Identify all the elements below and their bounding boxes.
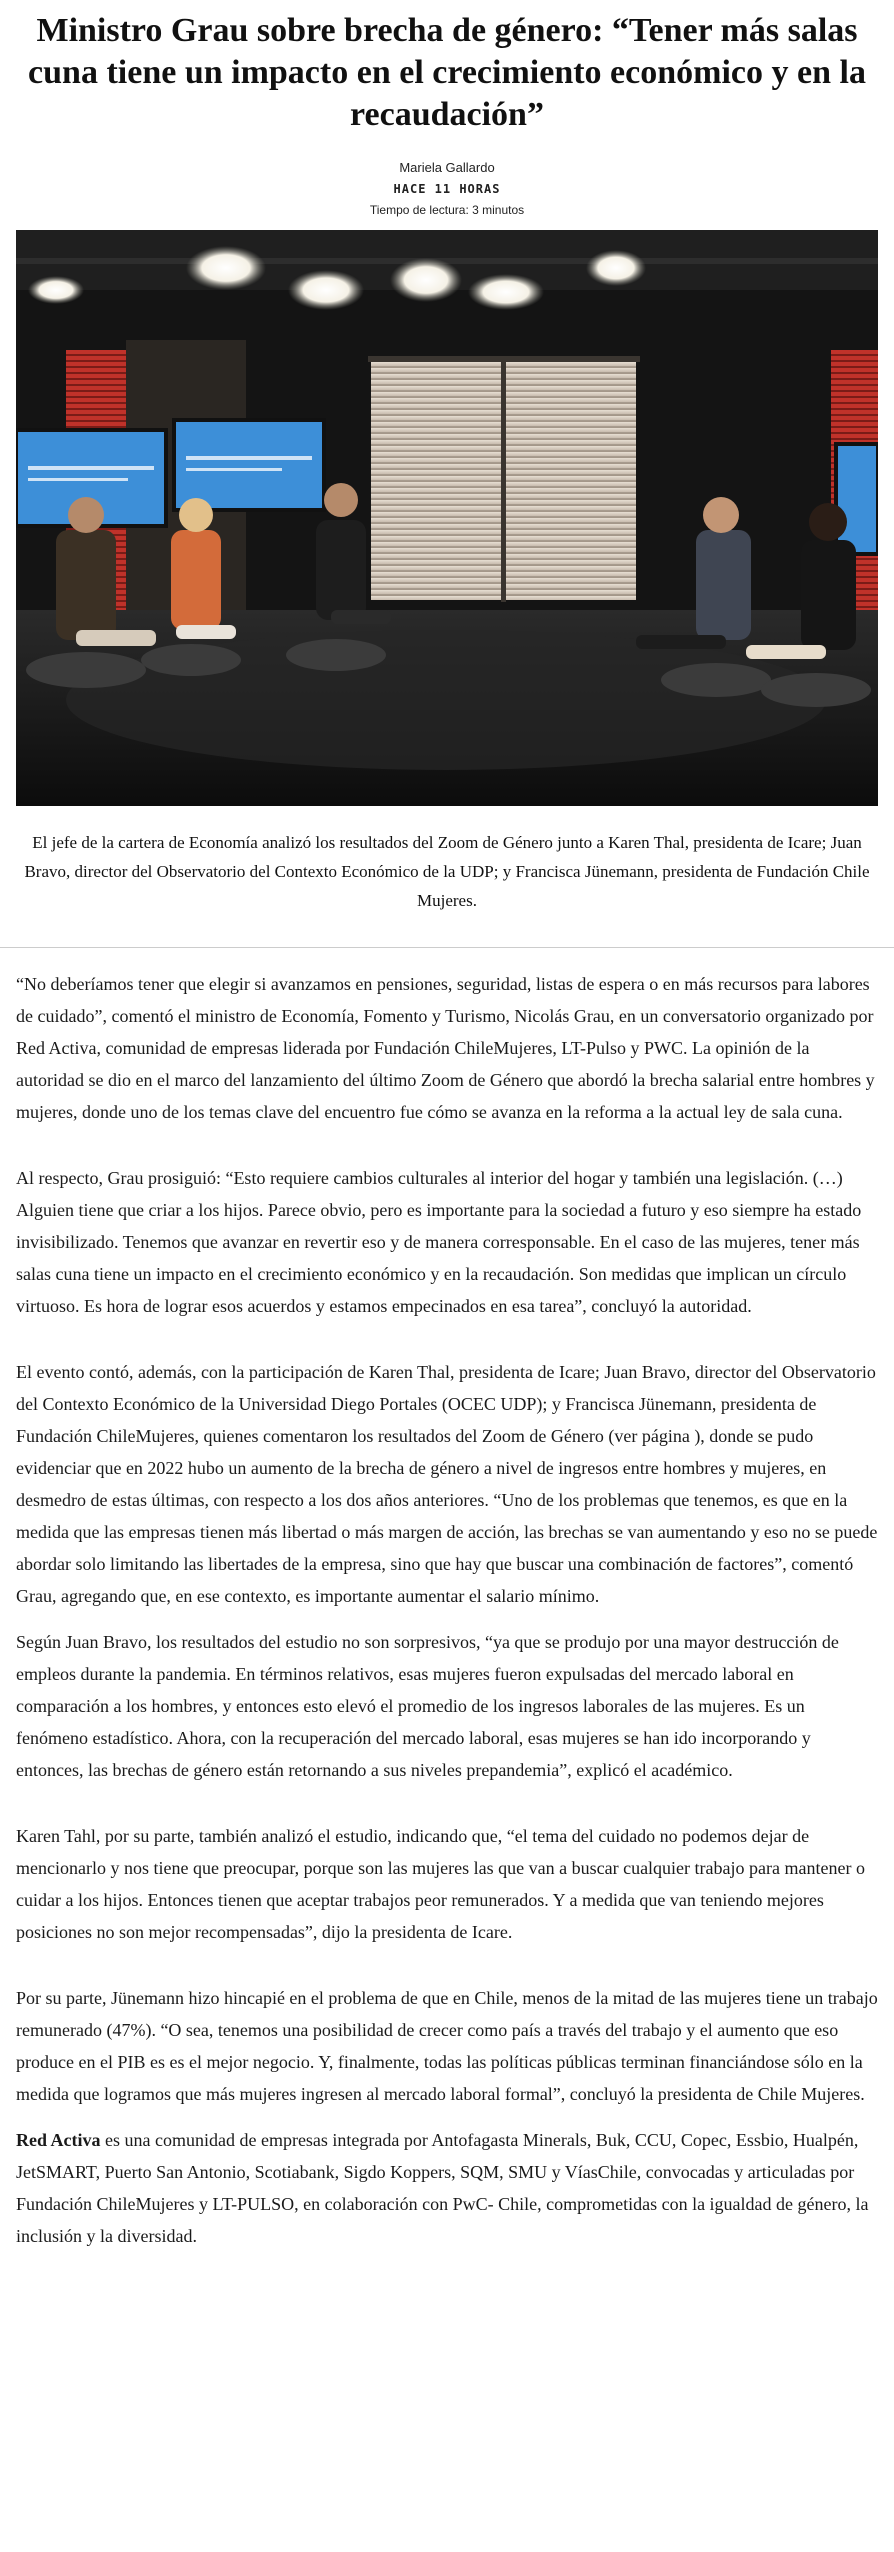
paragraph: El evento contó, además, con la participación de Karen Thal, presidenta de Icare; Juan Bravo, director del Observatorio del Contexto Económico de la Universidad Diego Portales (OCEC UDP); y Francisca Jünemann, presidenta de Fundación ChileMujeres, quienes comentaron los resultados del Zoom de Género (ver página ), donde se pudo evidenciar que en 2022 hubo un aumento de la brecha de género a nivel de ingresos entre hombres y mujeres, en desmedro de estas últimas, con respecto a los dos años anteriores. “Uno de los problemas que tenemos, es que en la medida que las empresas tienen más libertad o más margen de acción, las brechas se van aumentando y eso no se puede abordar solo limitando las libertades de la empresa, sino que hay que buscar una combinación de factores”, comentó Grau, agregando que, en ese contexto, es importante aumentar el salario mínimo. [16,1362,878,1606]
red-activa-label: Red Activa [16,2130,101,2150]
lead-photo [16,230,878,806]
article-title: Ministro Grau sobre brecha de género: “Tener más salas cuna tiene un impacto en el crecimiento económico y en la recaudación” [28,12,866,133]
studio-light [586,250,646,286]
photo-caption: El jefe de la cartera de Economía analizó los resultados del Zoom de Género junto a Karen Thal, presidenta de Icare; Juan Bravo, director del Observatorio del Contexto Económico de la UDP; y Francisca Jünemann, presidenta de Fundación Chile Mujeres. [24,833,870,910]
closing-text: es una comunidad de empresas integrada por Antofagasta Minerals, Buk, CCU, Copec, Essbio, Hualpén, JetSMART, Puerto San Antonio, Scotiabank, Sigdo Koppers, SQM, SMU y VíasChile, convocadas y articuladas por Fundación ChileMujeres y LT-PULSO, en colaboración con PwC- Chile, comprometidas con la igualdad de género, la inclusión y la diversidad. [16,2130,869,2246]
studio-photo-illustration [16,230,878,806]
byline [20,158,874,220]
shutter-panel [506,360,636,600]
article-body [0,948,894,2252]
studio-light [288,270,364,310]
studio-light [390,258,462,302]
studio-light [28,276,84,304]
paragraph: Según Juan Bravo, los resultados del estudio no son sorpresivos, “ya que se produjo por una mayor destrucción de empleos durante la pandemia. En términos relativos, esas mujeres fueron expulsadas del mercado laboral en comparación a los hombres, y entonces esto elevó el promedio de los ingresos laborales de las mujeres. Es un fenómeno estadístico. Ahora, con la recuperación del mercado laboral, esas mujeres se han ido incorporando y entonces, las brechas de género están retornando a sus niveles prepandemia”, explicó el académico. [16,1632,839,1780]
author-name[interactable]: Mariela Gallardo [399,160,495,175]
publish-time: HACE 11 HORAS [393,182,501,196]
article-header [0,0,894,220]
shutter-panel [371,360,501,600]
reading-time: Tiempo de lectura: 3 minutos [369,203,525,217]
paragraph: “No deberíamos tener que elegir si avanzamos en pensiones, seguridad, listas de espera o en más recursos para labores de cuidado”, comentó el ministro de Economía, Fomento y Turismo, Nicolás Grau, en un conversatorio organizado por Red Activa, comunidad de empresas liderada por Fundación ChileMujeres, LT-Pulso y PWC. La opinión de la autoridad se dio en el marco del lanzamiento del último Zoom de Género que abordó la brecha salarial entre hombres y mujeres, donde uno de los temas clave del encuentro fue cómo se avanza en la reforma a la actual ley de sala cuna. [16,974,875,1122]
closing-paragraph [16,2124,878,2252]
presentation-screen [174,420,324,510]
presentation-screen [836,444,878,554]
studio-light [186,246,266,290]
paragraph: Al respecto, Grau prosiguió: “Esto requiere cambios culturales al interior del hogar y también una legislación. (…) Alguien tiene que criar a los hijos. Parece obvio, pero es importante para la sociedad a futuro y eso siempre ha estado invisibilizado. Tenemos que avanzar en revertir eso y de manera corresponsable. En el caso de las mujeres, tener más salas cuna tiene un impacto en el crecimiento económico y en la recaudación. Son medidas que implican un círculo virtuoso. Es hora de lograr esos acuerdos y estamos empecinados en esa tarea”, concluyó la autoridad. [16,1168,862,1316]
paragraph: Por su parte, Jünemann hizo hincapié en el problema de que en Chile, menos de la mitad de las mujeres tiene un trabajo remunerado (47%). “O sea, tenemos una posibilidad de crecer como país a través del trabajo y el aumento que eso produce en el PIB es es el mejor negocio. Y, finalmente, todas las políticas públicas terminan financiándose sólo en la medida que logramos que más mujeres ingresen al mercado laboral formal”, concluyó la presidenta de Chile Mujeres. [16,1988,878,2104]
paragraph: Karen Tahl, por su parte, también analizó el estudio, indicando que, “el tema del cuidado no podemos dejar de mencionarlo y nos tiene que preocupar, porque son las mujeres las que van a buscar cualquier trabajo para mantener o cuidar a los hijos. Entonces tienen que aceptar trabajos peor remunerados. Y a medida que van teniendo mejores posiciones no son mejor recompensadas”, dijo la presidenta de Icare. [16,1826,865,1942]
lead-figure [0,230,894,915]
studio-light [468,274,544,310]
